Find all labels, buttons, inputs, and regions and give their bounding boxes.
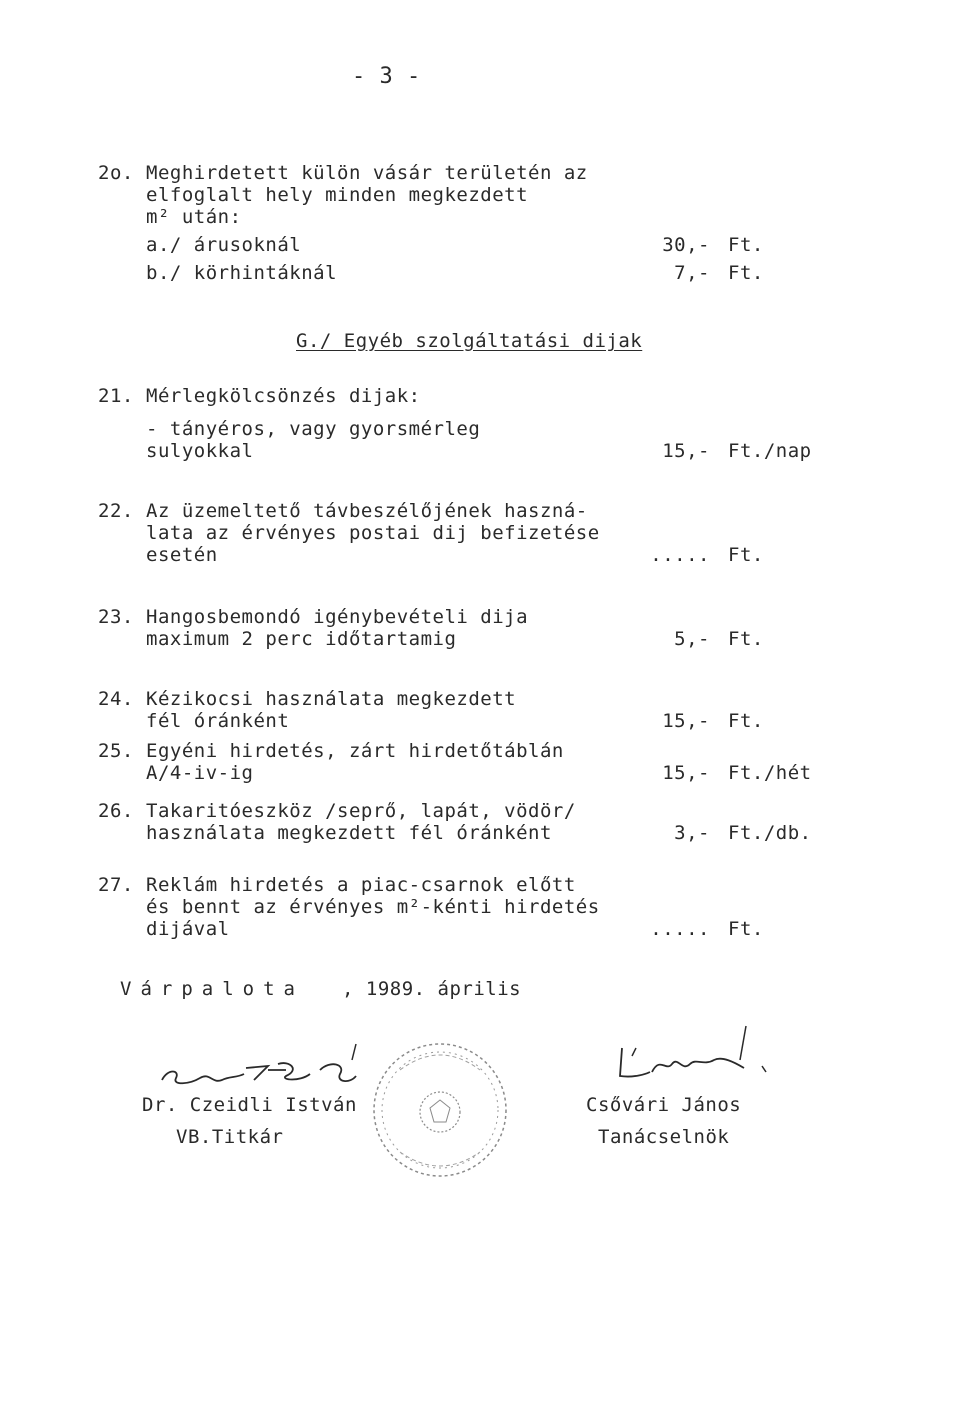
item-text-line: Takaritóeszköz /seprő, lapát, vödör/: [146, 800, 576, 822]
item-number: 23.: [98, 606, 134, 628]
footer-date: , 1989. április: [342, 978, 522, 1000]
signature-right-scribble: [610, 1020, 790, 1090]
official-stamp: [360, 1030, 520, 1190]
item-text-line: A/4-iv-ig: [146, 762, 254, 784]
item-number: 21.: [98, 385, 134, 407]
item-text-line: és bennt az érvényes m²-kénti hirdetés: [146, 896, 600, 918]
subitem-amount: 7,-: [674, 262, 710, 284]
item-text-line: maximum 2 perc időtartamig: [146, 628, 457, 650]
signatory-right-name: Csővári János: [586, 1094, 742, 1116]
item-unit: Ft./nap: [728, 440, 812, 462]
item-text-line: esetén: [146, 544, 218, 566]
item-unit: Ft.: [728, 628, 764, 650]
item-number: 24.: [98, 688, 134, 710]
item-text-line: Kézikocsi használata megkezdett: [146, 688, 517, 710]
item-text-line: Reklám hirdetés a piac-csarnok előtt: [146, 874, 576, 896]
item-amount: 3,-: [674, 822, 710, 844]
signatory-right-title: Tanácselnök: [598, 1126, 730, 1148]
item-amount: .....: [650, 544, 710, 566]
page-number: - 3 -: [352, 64, 421, 89]
item-number: 2o.: [98, 162, 134, 184]
item-amount: 5,-: [674, 628, 710, 650]
item-text-line: Meghirdetett külön vásár területén az: [146, 162, 588, 184]
item-number: 26.: [98, 800, 134, 822]
subitem-unit: Ft.: [728, 234, 764, 256]
item-text-line: Egyéni hirdetés, zárt hirdetőtáblán: [146, 740, 564, 762]
item-unit: Ft.: [728, 544, 764, 566]
footer-place: Várpalota: [120, 978, 304, 1000]
item-amount: 15,-: [662, 440, 710, 462]
item-text-line: dijával: [146, 918, 230, 940]
item-text-line: sulyokkal: [146, 440, 254, 462]
signatory-left-name: Dr. Czeidli István: [142, 1094, 357, 1116]
item-unit: Ft.: [728, 710, 764, 732]
item-text-line: - tányéros, vagy gyorsmérleg: [146, 418, 481, 440]
item-number: 27.: [98, 874, 134, 896]
item-text-line: Mérlegkölcsönzés dijak:: [146, 385, 421, 407]
item-text-line: Az üzemeltető távbeszélőjének haszná-: [146, 500, 588, 522]
item-unit: Ft.: [728, 918, 764, 940]
item-text-line: m² után:: [146, 206, 242, 228]
subitem-unit: Ft.: [728, 262, 764, 284]
item-unit: Ft./hét: [728, 762, 812, 784]
subitem-amount: 30,-: [662, 234, 710, 256]
section-heading: G./ Egyéb szolgáltatási dijak: [296, 330, 643, 352]
item-unit: Ft./db.: [728, 822, 812, 844]
item-text-line: Hangosbemondó igénybevételi dija: [146, 606, 529, 628]
item-text-line: használata megkezdett fél óránként: [146, 822, 552, 844]
item-number: 22.: [98, 500, 134, 522]
subitem-label: a./ árusoknál: [146, 234, 302, 256]
item-amount: .....: [650, 918, 710, 940]
item-amount: 15,-: [662, 710, 710, 732]
item-text-line: elfoglalt hely minden megkezdett: [146, 184, 529, 206]
signatory-left-title: VB.Titkár: [176, 1126, 284, 1148]
item-amount: 15,-: [662, 762, 710, 784]
subitem-label: b./ körhintáknál: [146, 262, 338, 284]
item-text-line: fél óránként: [146, 710, 290, 732]
item-text-line: lata az érvényes postai dij befizetése: [146, 522, 600, 544]
item-number: 25.: [98, 740, 134, 762]
